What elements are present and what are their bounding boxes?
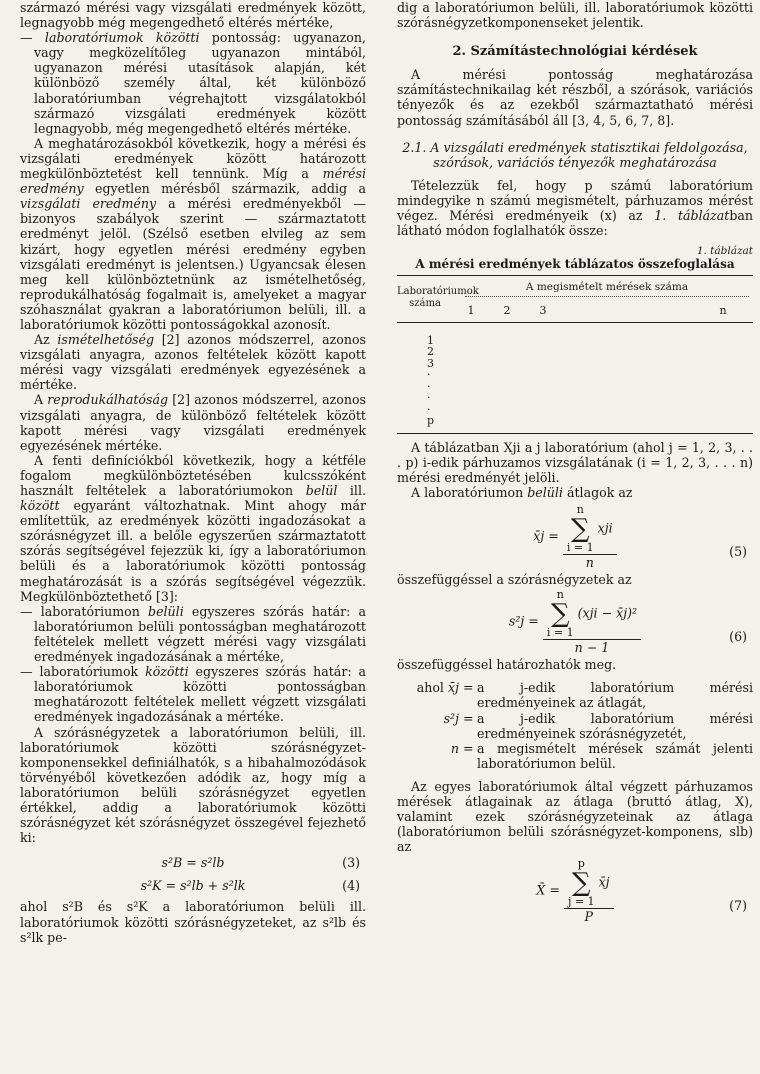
table-row: 3 (427, 356, 434, 370)
paragraph: összefüggéssel határozhatók meg. (397, 657, 617, 673)
paragraph: dig a laboratóriumon belüli, ill. laboratóriumok közötti szórásnégyzetkomponenseket jelentik. (397, 0, 753, 31)
results-table (397, 244, 753, 433)
table-header (397, 276, 753, 322)
paragraph: ahol s²B és s²K a laboratóriumon belüli ill. laboratóriumok közötti szórásnégyzeteket, az s²lb és s²lk pe- (20, 899, 366, 945)
left-column (20, 0, 366, 945)
paragraph: A szórásnégyzetek a laboratóriumon belüli, ill. laboratóriumok közötti szórásnégyzet-komponensekkel definiálhatók, s a hibahalmozódások törvényéből következően adódik az, hogy míg a laboratóriumon belüli szórásnégyzet egyetlen értékkel, addig a laboratóriumok közötti szórásnégyzet két szórásnégyzet összegével fejezhető ki: (20, 724, 366, 846)
table-row: 2 (427, 345, 434, 359)
table-title: A mérési eredmények táblázatos összefoglalása (415, 257, 735, 272)
table-row: p (427, 414, 435, 428)
section-heading: 2. Számítástechnológiai kérdések (452, 44, 698, 60)
paragraph: összefüggéssel a szórásnégyzetek az (397, 572, 632, 588)
table-row: · (427, 368, 431, 382)
paragraph: Az ismételhetőség [2] azonos módszerrel, azonos vizsgálati anyagra, azonos feltételek között kapott mérési vagy vizsgálati eredmények egyezésének a mértéke. (20, 332, 366, 393)
col-header: 3 (539, 303, 547, 317)
equation-5: x̄j = n ∑ i = 1 xji n (5) (533, 502, 747, 570)
table-row: · (427, 391, 431, 405)
right-column (397, 0, 753, 928)
paragraph: A fenti definíciókból következik, hogy a kétféle fogalom megkülönböztetésében kulcsszóként használt feltételek a laboratóriumokon belül ill. között egyaránt változhatnak. Mint ahogy már említettük, az eredmények közötti ingadozásokat a szórásnégyzet ill. a belőle egyszerűen származtatott szórás segítségével fejezzük ki, így a laboratóriumon belüli és a laboratóriumok közötti pontosság meghatározását is a szórás segítségével végezzük. Megkülönböztethető [3]: (20, 452, 366, 604)
paragraph: A reprodukálhatóság [2] azonos módszerrel, azonos vizsgálati anyagra, de különböző feltételek között kapott mérési vagy vizsgálati eredmények egyezésének mértéke. (20, 392, 366, 453)
paragraph: Tételezzük fel, hogy p számú laboratórium mindegyike n számú megismételt, párhuzamos mérést végez. Mérési eredményeik (x) az 1. táblázatban látható módon foglalhatók össze: (397, 177, 754, 239)
equation-number: (5) (729, 543, 747, 559)
equation-number: (6) (729, 629, 747, 645)
equation-4: s²K = s²lb + s²lk (4) (140, 878, 360, 894)
table-number: 1. táblázat (696, 245, 753, 258)
col-header: n (719, 303, 727, 317)
col-header: 2 (503, 303, 511, 317)
paragraph: Az egyes laboratóriumok által végzett párhuzamos mérések átlagainak az átlaga (bruttó átlag, X), valamint ezek szórásnégyzeteinak az átlaga (laboratóriumon belüli szórásnégyzet-komponens, slb) az (397, 778, 753, 855)
definition-row: ahol x̄j = a j-edik laboratórium mérési eredményeinek az átlagát, (416, 680, 753, 711)
paragraph: származó mérési vagy vizsgálati eredmények között, legnagyobb még megengedhető eltérés mértéke, (20, 0, 366, 31)
subsection-heading: 2.1. A vizsgálati eredmények statisztikai feldolgozása, szórások, variációs tényezők meghatározása (402, 139, 748, 170)
table-row: · (427, 379, 431, 393)
paragraph: A meghatározásokból következik, hogy a mérési és vizsgálati eredmények között határozott megkülönböztetést kell tennünk. Míg a mérési eredmény egyetlen mérésből származik, addig a vizsgálati eredmény a mérési eredményekből — bizonyos szabályok szerint — származtatott eredményt jelöl. (Szélső esetben elvileg az sem kizárt, hogy egyetlen mérési eredmény egyben vizsgálati eredményt is jelentsen.) Ugyancsak élesen meg kell különböztetnünk az ismételhetőség, reprodukálhatóság fogalmait is, amelyeket a magyar szóhasználat gyakran a laboratóriumon belüli, ill. a laboratóriumok közötti pontosságokkal azonosít. (20, 135, 367, 332)
lab-header: Laboratóriumok száma (397, 286, 479, 310)
paragraph: — laboratóriumok közötti egyszeres szórás határ: a laboratóriumok közötti pontosságban meghatározott feltételek mellett végzett vizsgálati eredmények ingadozásának a mértéke. (20, 664, 366, 725)
paragraph: — laboratóriumok közötti pontosság: ugyanazon, vagy megközelítőleg ugyanazon mintából, ugyanazon mérési utasítások alapján, két különböző személy által, két különböző laboratóriumban végrehajtott vizsgálatokból származó vizsgálati eredmények között legnagyobb, még megengedhető eltérés mértéke. (20, 30, 366, 136)
table-row: · (427, 402, 431, 416)
equation-3: s²B = s²lb (3) (161, 855, 360, 871)
paragraph: — laboratóriumon belüli egyszeres szórás határ: a laboratóriumon belüli pontosságban meghatározott feltételek mellett végzett mérési vagy vizsgálati eredmények ingadozásának a mértéke, (20, 603, 367, 665)
paragraph: A táblázatban Xji a j laboratórium (ahol j = 1, 2, 3, . . . p) i-edik párhuzamos vizsgálatának (i = 1, 2, 3, . . . n) mérési eredményét jelöli. (397, 439, 753, 485)
equation-number: (4) (342, 878, 360, 894)
equation-7: X̄ = p ∑ j = 1 x̄j P (7) (536, 857, 747, 925)
table-row: 1 (427, 333, 434, 347)
col-header: 1 (467, 303, 475, 317)
table-body (397, 323, 753, 434)
equation-6: s²j = n ∑ i = 1 (xji − x̄j)² n − 1 (6) (508, 588, 747, 656)
paragraph: A mérési pontosság meghatározása számítástechnikailag két részből, a szórások, variációs tényezők és az ezekből származtatható mérési pontosság számításából áll [3, 4, 5, 6, 7, 8]. (397, 67, 753, 128)
definition-row: s²j = a j-edik laboratórium mérési eredményeinek szórásnégyzetét, (443, 710, 753, 741)
definitions-list (397, 680, 753, 771)
span-header: A megismételt mérések száma (465, 280, 749, 296)
equation-number: (7) (729, 898, 747, 914)
paragraph: A laboratóriumon belüli átlagok az (411, 484, 633, 500)
definition-row: n = a megismételt mérések számát jelenti laboratóriumon belül. (450, 740, 753, 771)
equation-number: (3) (342, 855, 360, 871)
